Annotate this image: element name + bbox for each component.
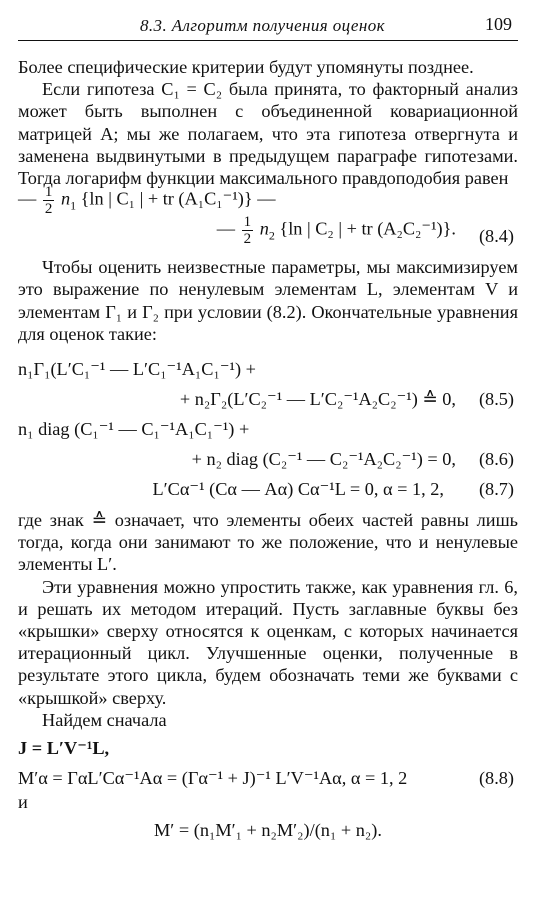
equation-8-4-line-2: — $\frac{1}{2}$ $n_2$ {ln | C₂ | + tr (A₂C₂⁻¹)}. (8.4)	[216, 214, 514, 248]
equation-8-6-text-2: + n₂ diag (C₂⁻¹ — C₂⁻¹A₂C₂⁻¹) = 0,	[191, 448, 456, 469]
equation-8-6-line-2	[18, 442, 518, 472]
equation-8-7	[18, 472, 518, 502]
fraction-half: $\frac{1}{2}$	[243, 214, 252, 248]
equation-8-5-text-2: + n₂Γ₂(L′C₂⁻¹ — L′C₂⁻¹A₂C₂⁻¹) ≙ 0,	[179, 388, 456, 409]
paragraph-3: Чтобы оценить неизвестные параметры, мы максимизируем это выражение по ненулевым элементам L, элементам V и элементам Γ₁ и Γ₂ при условии (8.2). Окончательные уравнения для оценок такие:	[18, 257, 518, 344]
equation-8-5-line-1	[18, 352, 518, 382]
paragraph-6: Найдем сначала	[42, 709, 167, 730]
equation-number: (8.5)	[478, 388, 514, 409]
equation-number: (8.8)	[478, 767, 514, 788]
paragraph-5: Эти уравнения можно упростить также, как уравнения гл. 6, и решать их методом итераций. Пусть заглавные буквы без «крышки» сверху относятся к оценкам, с которых начинается итерационный цикл. Улучшенные оценки, полученные в результате этого цикла, будем обозначать теми же буквами с «крышкой» сверху.	[18, 576, 518, 708]
equation-m-text: M′ = (n₁M′₁ + n₂M′₂)/(n₁ + n₂).	[154, 820, 382, 841]
equation-8-4-line-1: — $\frac{1}{2}$ $n_1$ {ln | C₁ | + tr (A₁C₁⁻¹)} —	[18, 184, 276, 218]
equation-j-text: J = L′V⁻¹L,	[18, 737, 110, 758]
book-page	[18, 0, 518, 900]
equation-8-4-text-1: {ln | C₁ | + tr (A₁C₁⁻¹)} —	[80, 188, 276, 209]
equation-number: (8.4)	[478, 226, 514, 247]
page-number: 109	[485, 14, 512, 34]
equation-m	[18, 813, 518, 843]
equation-8-6-line-1	[18, 412, 518, 442]
running-header	[18, 10, 518, 41]
paragraph-1: Более специфические критерии будут упомянуты позднее.	[18, 57, 474, 77]
equation-8-5-line-2	[18, 382, 518, 412]
equation-8-6-text-1: n₁ diag (C₁⁻¹ — C₁⁻¹A₁C₁⁻¹) +	[18, 418, 250, 439]
equation-number: (8.6)	[478, 448, 514, 469]
equation-number: (8.7)	[478, 478, 514, 499]
equation-8-8	[18, 761, 518, 791]
fraction-half: $\frac{1}{2}$	[44, 184, 53, 218]
section-title: 8.3. Алгоритм получения оценок	[140, 16, 385, 35]
paragraph-4: где знак ≙ означает, что элементы обеих частей равны лишь тогда, когда они занимают то же положение, что и ненулевые элементы L′.	[18, 510, 518, 575]
equation-8-7-text: L′Cα⁻¹ (Cα — Aα) Cα⁻¹L = 0, α = 1, 2,	[152, 478, 444, 499]
paragraph-7: и	[18, 792, 28, 813]
equation-8-5-text-1: n₁Γ₁(L′C₁⁻¹ — L′C₁⁻¹A₁C₁⁻¹) +	[18, 358, 256, 379]
equation-j	[18, 731, 518, 761]
paragraph-2: Если гипотеза C₁ = C₂ была принята, то факторный анализ может быть выполнен с объединенной ковариационной матрицей A; мы же полагаем, что эта гипотеза отвергнута и заменена выдвинутыми в предыдущем параграфе гипотезами. Тогда логарифм функции максимального правдоподобия равен	[18, 79, 518, 189]
page-body	[18, 56, 518, 843]
equation-8-4-text-2: {ln | C₂ | + tr (A₂C₂⁻¹)}.	[279, 218, 456, 239]
equation-8-8-text: M′α = ΓαL′Cα⁻¹Aα = (Γα⁻¹ + J)⁻¹ L′V⁻¹Aα, α = 1, 2	[18, 767, 408, 788]
